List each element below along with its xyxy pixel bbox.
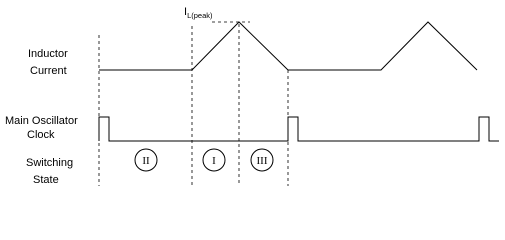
peak-current-symbol: I bbox=[184, 6, 188, 18]
state-label: II bbox=[142, 155, 150, 167]
state-label: III bbox=[256, 155, 268, 167]
peak-current-label bbox=[184, 6, 213, 20]
inductor-current-label-line2: Current bbox=[30, 65, 67, 77]
oscillator-clock-waveform bbox=[99, 117, 499, 141]
switching-state-3 bbox=[251, 149, 273, 171]
inductor-current-waveform bbox=[99, 22, 477, 70]
switching-state-label-line1: Switching bbox=[26, 157, 74, 169]
switching-state-2 bbox=[203, 149, 225, 171]
inductor-current-label-line1: Inductor bbox=[28, 48, 68, 60]
main-oscillator-label-line2: Clock bbox=[27, 129, 55, 141]
state-label: I bbox=[212, 155, 216, 167]
switching-state-1 bbox=[135, 149, 157, 171]
switching-state-label-line2: State bbox=[33, 174, 59, 186]
peak-current-subscript: L(peak) bbox=[187, 11, 213, 20]
main-oscillator-label-line1: Main Oscillator bbox=[5, 115, 78, 127]
